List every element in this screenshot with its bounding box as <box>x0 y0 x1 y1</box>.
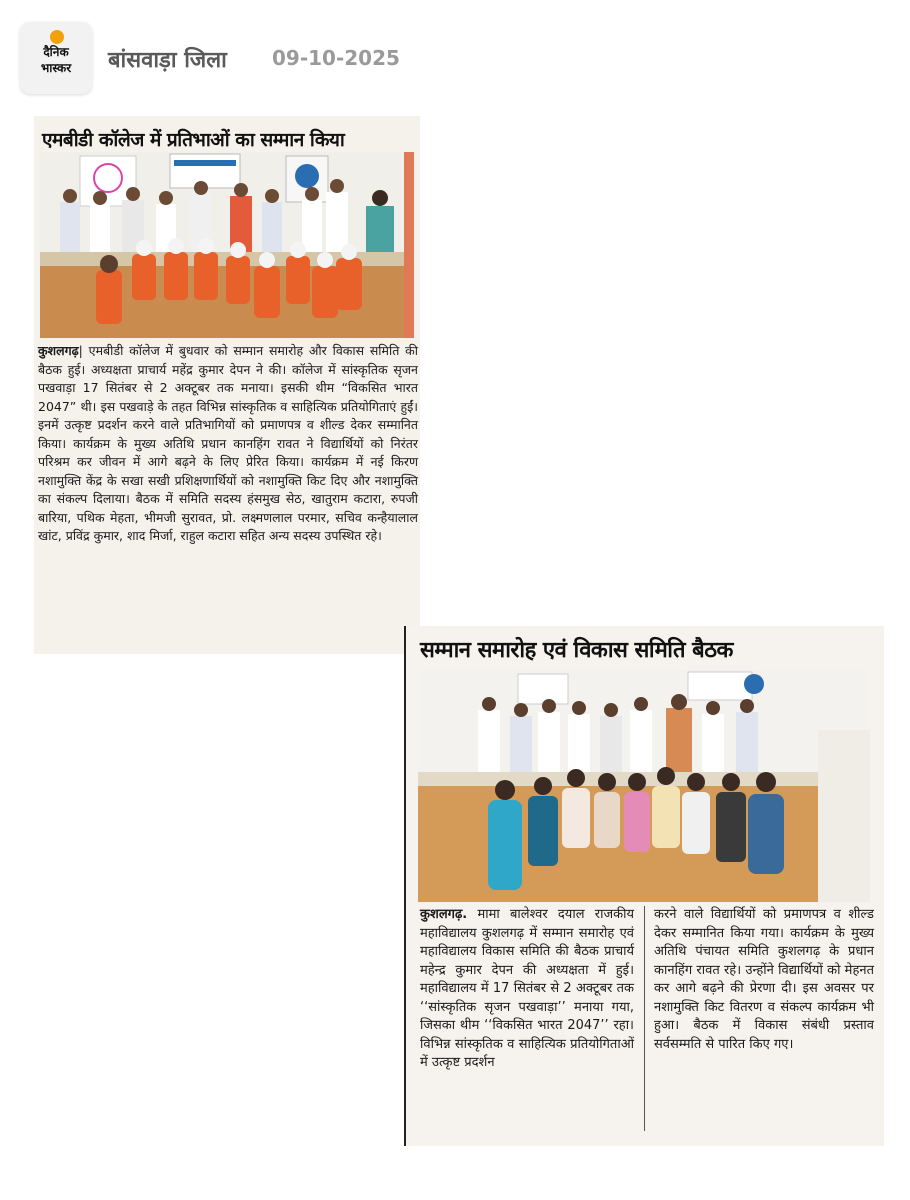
clipping-1-body-text: | एमबीडी कॉलेज में बुधवार को सम्मान समारोह और विकास समिति की बैठक हुई। अध्यक्षता प्राचार्य महेंद्र कुमार देपन ने की। कॉलेज में सांस्कृतिक सृजन पखवाड़ा 17 सितंबर से 2 अक्टूबर तक मनाया। इसकी थीम “विकसित भारत 2047” थी। इस पखवाड़े के तहत विभिन्न सांस्कृतिक व साहित्यिक प्रतियोगिताएं हुईं। इनमें उत्कृष्ट प्रदर्शन करने वाले प्रतिभागियों को प्रमाणपत्र व शील्ड देकर सम्मानित किया। कार्यक्रम के मुख्य अतिथि प्रधान कानहिंग रावत ने विद्यार्थियों को निरंतर परिश्रम कर जीवन में आगे बढ़ने के लिए प्रेरित किया। कार्यक्रम में नई किरण नशामुक्ति केंद्र के सखा सखी प्रशिक्षणार्थियों को नशामुक्ति किट दिए और नशामुक्ति का संकल्प दिलाया। बैठक में समिति सदस्य हंसमुख सेठ, खातुराम कटारा, रुपजी बारिया, पथिक मेहता, भीमजी सुरावत, प्रो. लक्ष्मणलाल परमार, सचिव कन्हैयालाल खांट, प्रविंद्र कुमार, शाद मिर्जा, राहुल कटारा सहित अन्य सदस्य उपस्थित रहे। <box>38 343 418 543</box>
clipping-2-headline: सम्मान समारोह एवं विकास समिति बैठक <box>420 638 733 663</box>
edition-date: 09-10-2025 <box>272 46 400 70</box>
clipping-1-dateline: कुशलगढ़ <box>38 343 79 358</box>
clipping-1-body <box>38 342 418 546</box>
column-divider <box>644 906 645 1131</box>
news-clipping-1[interactable] <box>34 116 420 654</box>
clipping-2-photo <box>418 670 870 902</box>
clipping-1-headline: एमबीडी कॉलेज में प्रतिभाओं का सम्मान किया <box>42 129 345 151</box>
clipping-2-dateline: कुशलगढ़. <box>420 907 468 922</box>
news-clipping-2[interactable] <box>404 626 884 1146</box>
sun-icon <box>50 30 64 44</box>
logo-text-line1: दैनिक <box>43 45 69 59</box>
clipping-2-column-1-text: मामा बालेश्वर दयाल राजकीय महाविद्यालय कुशलगढ़ में सम्मान समारोह एवं महाविद्यालय विकास समिति की बैठक प्राचार्य महेन्द्र कुमार देपन की अध्यक्षता में हुई। महाविद्यालय में 17 सितंबर से 2 अक्टूबर तक ‘‘सांस्कृतिक सृजन पखवाड़ा’’ मनाया गया, जिसका थीम ‘‘विकसित भारत 2047’’ रहा। विभिन्न सांस्कृतिक व साहित्यिक प्रतियोगिताओं में उत्कृष्ट प्रदर्शन <box>420 907 634 1070</box>
clipping-1-photo <box>40 152 414 338</box>
clipping-2-column-2: करने वाले विद्यार्थियों को प्रमाणपत्र व शील्ड देकर सम्मानित किया गया। कार्यक्रम के मुख्य अतिथि पंचायत समिति कुशलगढ़ के प्रधान कानहिंग रावत रहे। उन्होंने विद्यार्थियों को मेहनत कर आगे बढ़ने की प्रेरणा दी। इस अवसर पर नशामुक्ति किट वितरण व संकल्प कार्यक्रम भी हुआ। बैठक में विकास संबंधी प्रस्ताव सर्वसम्मति से पारित किए गए। <box>654 907 874 1052</box>
dainik-bhaskar-logo[interactable] <box>20 22 92 94</box>
clipping-2-column-1 <box>420 906 634 1073</box>
logo-text-line2: भास्कर <box>40 61 72 75</box>
edition-district: बांसवाड़ा जिला <box>108 48 227 73</box>
app-header <box>0 0 910 110</box>
